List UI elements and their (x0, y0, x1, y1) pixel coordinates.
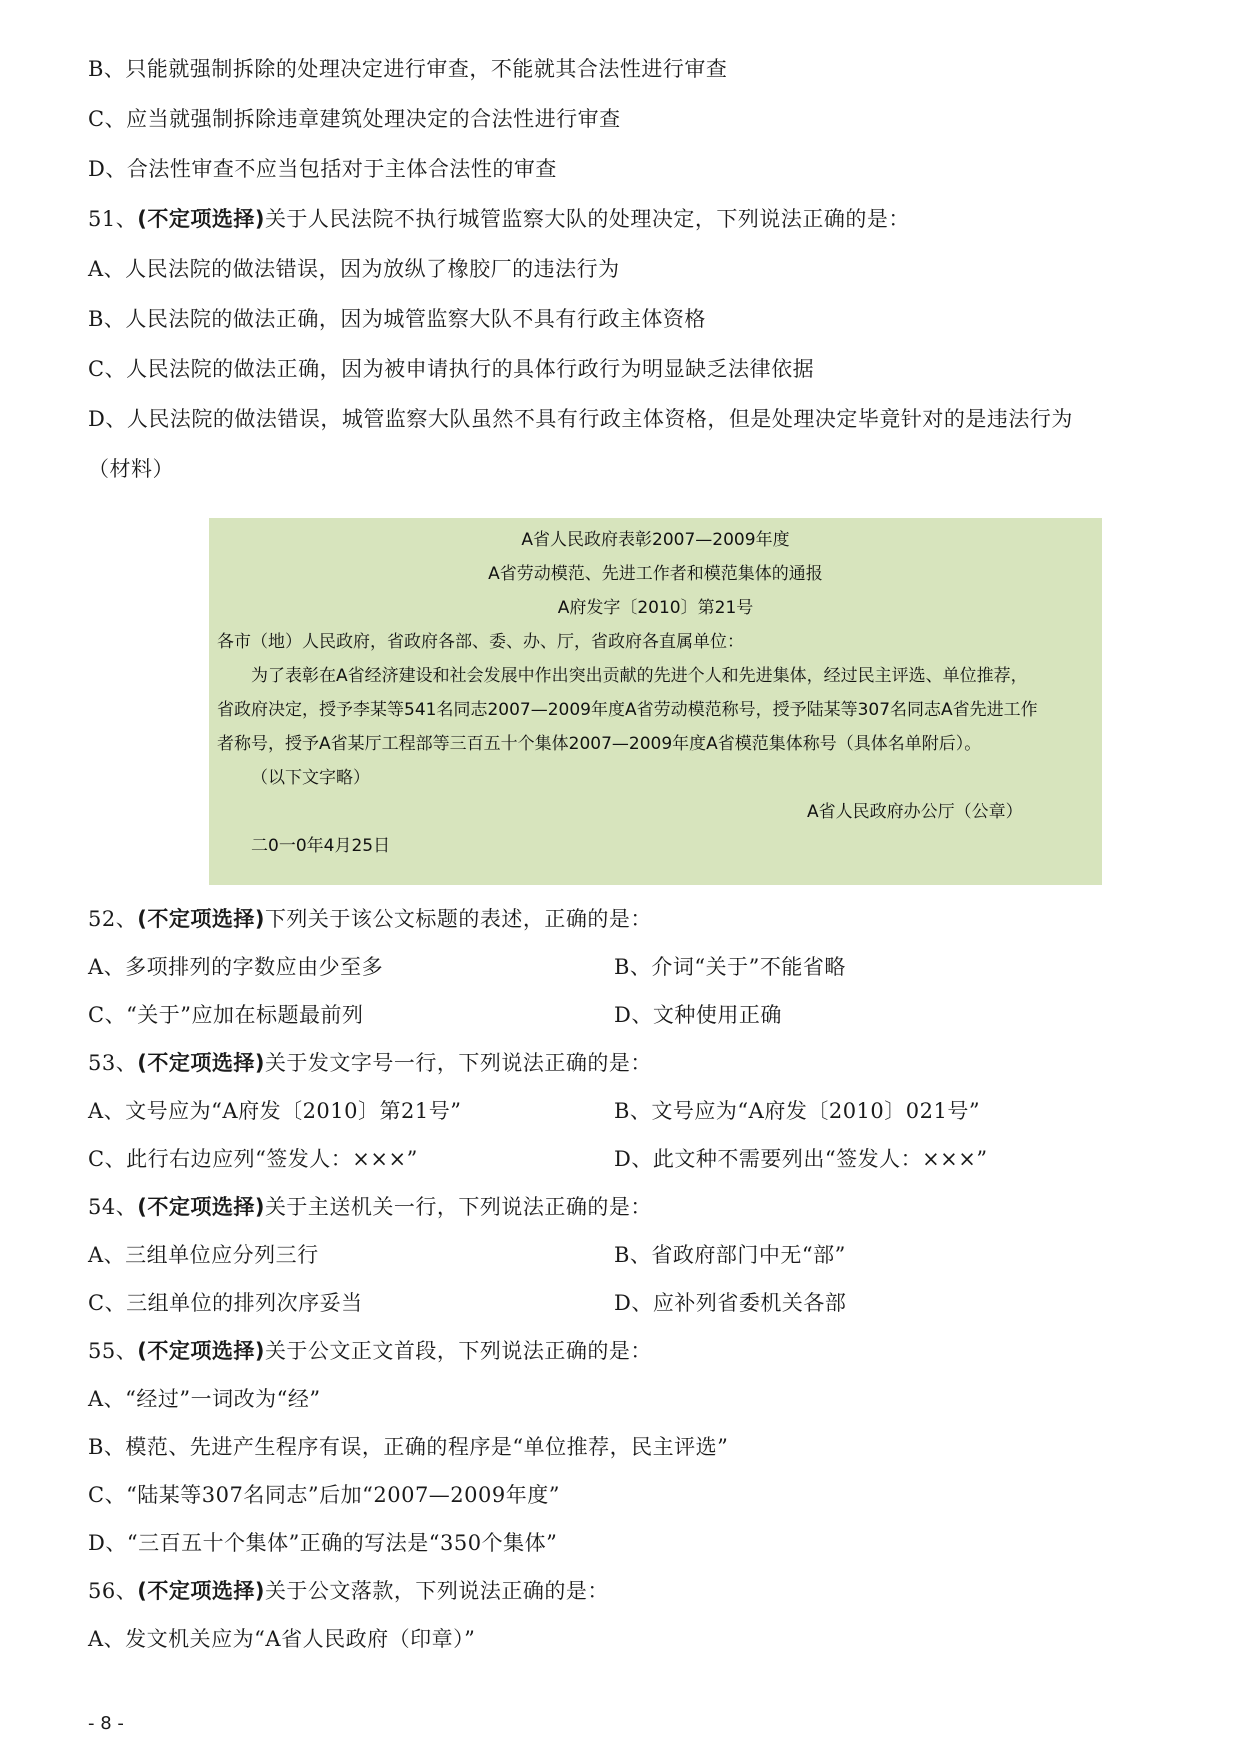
option-d: D、文种使用正确 (614, 1003, 782, 1027)
question-type-tag: (不定项选择) (137, 1195, 265, 1219)
question-number: 54、 (88, 1195, 138, 1219)
question-51 (88, 204, 910, 234)
question-type-tag: (不定项选择) (137, 207, 265, 231)
material-box (209, 518, 1102, 885)
question-number: 53、 (88, 1051, 138, 1075)
material-title-line-1: A省人民政府表彰2007—2009年度 (521, 530, 790, 550)
option-a: A、“经过”一词改为“经” (88, 1387, 321, 1411)
option-d: D、人民法院的做法错误，城管监察大队虽然不具有行政主体资格，但是处理决定毕竟针对的是违法行为 (88, 407, 1073, 431)
question-number: 51、 (88, 207, 138, 231)
material-body-line: 省政府决定，授予李某等541名同志2007—2009年度A省劳动模范称号，授予陆某等307名同志A省先进工作 (217, 700, 1038, 720)
question-55 (88, 1336, 652, 1366)
option-b: B、文号应为“A府发〔2010〕021号” (614, 1099, 981, 1123)
question-53 (88, 1048, 652, 1078)
option-a: A、发文机关应为“A省人民政府（印章）” (88, 1627, 476, 1651)
question-56 (88, 1576, 609, 1606)
option-a: A、多项排列的字数应由少至多 (88, 955, 384, 979)
material-omitted-note: （以下文字略） (251, 768, 370, 788)
option-line: D、合法性审查不应当包括对于主体合法性的审查 (88, 157, 557, 181)
material-title-line-2: A省劳动模范、先进工作者和模范集体的通报 (488, 564, 823, 584)
option-b: B、省政府部门中无“部” (614, 1243, 846, 1267)
question-number: 55、 (88, 1339, 138, 1363)
question-stem: 关于公文正文首段，下列说法正确的是： (264, 1339, 652, 1363)
option-line: C、应当就强制拆除违章建筑处理决定的合法性进行审查 (88, 107, 621, 131)
question-stem: 关于人民法院不执行城管监察大队的处理决定，下列说法正确的是： (264, 207, 910, 231)
question-stem: 关于发文字号一行，下列说法正确的是： (264, 1051, 652, 1075)
option-d: D、应补列省委机关各部 (614, 1291, 847, 1315)
question-stem: 关于公文落款，下列说法正确的是： (264, 1579, 609, 1603)
option-d: D、此文种不需要列出“签发人：×××” (614, 1147, 988, 1171)
option-d: D、“三百五十个集体”正确的写法是“350个集体” (88, 1531, 558, 1555)
option-a: A、人民法院的做法错误，因为放纵了橡胶厂的违法行为 (88, 257, 620, 281)
option-c: C、“关于”应加在标题最前列 (88, 1003, 364, 1027)
question-54 (88, 1192, 652, 1222)
option-c: C、人民法院的做法正确，因为被申请执行的具体行政行为明显缺乏法律依据 (88, 357, 815, 381)
material-date: 二0一0年4月25日 (251, 836, 391, 856)
question-number: 52、 (88, 907, 138, 931)
option-a: A、文号应为“A府发〔2010〕第21号” (88, 1099, 462, 1123)
question-stem: 关于主送机关一行，下列说法正确的是： (264, 1195, 652, 1219)
question-stem: 下列关于该公文标题的表述，正确的是： (264, 907, 652, 931)
option-b: B、介词“关于”不能省略 (614, 955, 846, 979)
question-number: 56、 (88, 1579, 138, 1603)
option-b: B、模范、先进产生程序有误，正确的程序是“单位推荐，民主评选” (88, 1435, 729, 1459)
page-number: - 8 - (88, 1713, 124, 1734)
material-doc-number: A府发字〔2010〕第21号 (557, 598, 754, 618)
option-line: B、只能就强制拆除的处理决定进行审查，不能就其合法性进行审查 (88, 57, 728, 81)
material-body-line: 为了表彰在A省经济建设和社会发展中作出突出贡献的先进个人和先进集体，经过民主评选、单位推荐， (251, 666, 1028, 686)
material-signature: A省人民政府办公厅（公章） (807, 802, 1023, 822)
option-a: A、三组单位应分列三行 (88, 1243, 319, 1267)
material-label: （材料） (88, 457, 174, 481)
question-type-tag: (不定项选择) (137, 1339, 265, 1363)
option-c: C、“陆某等307名同志”后加“2007—2009年度” (88, 1483, 560, 1507)
material-addressee: 各市（地）人民政府，省政府各部、委、办、厅，省政府各直属单位： (217, 632, 744, 652)
material-body-line: 者称号，授予A省某厅工程部等三百五十个集体2007—2009年度A省模范集体称号（具体名单附后）。 (217, 734, 982, 754)
question-type-tag: (不定项选择) (137, 1579, 265, 1603)
option-b: B、人民法院的做法正确，因为城管监察大队不具有行政主体资格 (88, 307, 706, 331)
question-type-tag: (不定项选择) (137, 1051, 265, 1075)
option-c: C、此行右边应列“签发人：×××” (88, 1147, 418, 1171)
option-c: C、三组单位的排列次序妥当 (88, 1291, 363, 1315)
question-type-tag: (不定项选择) (137, 907, 265, 931)
question-52 (88, 904, 652, 934)
